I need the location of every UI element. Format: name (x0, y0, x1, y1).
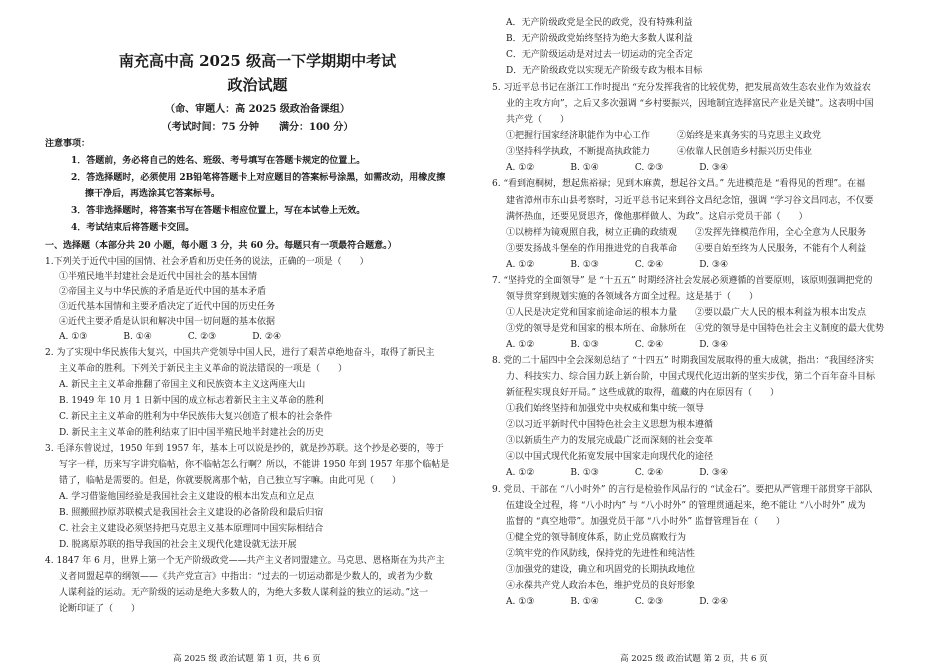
question-line: 1.下列关于近代中国的国情、社会矛盾和历史任务的说法，正确的一项是（ ） (45, 257, 369, 267)
question-line: 共产党（ ） (506, 115, 570, 125)
question-line: 写字一样，历来写字讲究临帖，你不临帖怎么行啊？所以，不能讲 1950 年到 1957 年那个临帖是 (59, 460, 450, 470)
question-line: A. 新民主主义革命推翻了帝国主义和民族资本主义这两座大山 (59, 380, 306, 390)
question-line: 监督的 “真空地带”。加强党员干部 “八小时外” 监督管理旨在（ ） (506, 517, 785, 527)
page-footer: 高 2025 级 政治试题 第 2 页，共 6 页 (620, 654, 768, 664)
question-line: B．无产阶级政党始终坚持为绝大多数人谋利益 (506, 34, 693, 44)
question-line: 7. “坚持党的全面领导” 是 “十五五” 时期经济社会发展必须遵循的首要原则，该原则强调把党的 (492, 276, 873, 286)
question-line: A. ①② B. ①③ C. ②④ D. ③④ (506, 340, 729, 350)
question-line: C．无产阶级运动是对过去一切运动的完全否定 (506, 50, 693, 60)
question-line: 业的主攻方向”，之后又多次强调 “乡村要振兴，因地制宜选择富民产业是关键”。这表明中国 (506, 99, 874, 109)
question-line: 力、科技实力、综合国力跃上新台阶，中国式现代化迈出新的坚实步伐，第二个百年奋斗目标 (506, 372, 876, 382)
question-line: C. 社会主义建设必须坚持把马克思主义基本原理同中国实际相结合 (59, 524, 324, 534)
question-line: 领导贯穿到规划实施的各领域各方面全过程。这是基于（ ） (506, 292, 759, 302)
question-line: B. 1949 年 10 月 1 日新中国的成立标志着新民主主义革命的胜利 (59, 396, 324, 406)
question-line: ③以新质生产力的发展完成最广泛而深刻的社会变革 (506, 436, 714, 446)
question-line: ④以中国式现代化拓宽发展中国家走向现代化的途径 (506, 452, 714, 462)
question-line: A. ①② B. ①③ C. ②④ D. ③④ (506, 468, 729, 478)
subject-title: 政治试题 (227, 76, 288, 94)
question-line: ③加强党的建设，确立和巩固党的长期执政地位 (506, 565, 696, 575)
question-line: 伍建设全过程，将 “八小时内” 与 “八小时外” 的管理贯通起来，绝不能让 “八小时外” 成为 (506, 501, 866, 511)
notice-heading: 注意事项： (45, 139, 91, 149)
question-line: ①健全党的领导制度体系，防止党员腐败行为 (506, 533, 687, 543)
question-line: 人谋利益的运动。无产阶级的运动是绝大多数人的，为绝大多数人谋利益的独立的运动。”这一 (59, 588, 429, 598)
question-line: 建省漳州市东山县考察时，习近平总书记来到谷文昌纪念馆，强调 “学习谷文昌同志，不仅要 (506, 196, 874, 206)
question-line: ③坚持科学执政，不断提高执政能力 ④依靠人民创造乡村振兴历史伟业 (506, 147, 813, 157)
question-line: ③要发扬战斗堡垒的作用推进党的自我革命 ④要自始至终为人民服务，不能有个人利益 (506, 244, 867, 254)
question-line: ②筑牢党的作风防线，保持党的先进性和纯洁性 (506, 549, 696, 559)
exam-info: （考试时间：75 分钟 满分：100 分） (161, 122, 354, 133)
question-line: 主义革命的胜利。下列关于新民主主义革命的说法错误的一项是（ ） (59, 364, 348, 374)
question-line: 2. 为了实现中华民族伟大复兴，中国共产党领导中国人民，进行了艰苦卓绝地奋斗，取得了新民主 (45, 348, 435, 358)
question-line: 论断印证了（ ） (59, 604, 141, 614)
question-line: ①人民是决定党和国家前途命运的根本力量 ②要以最广大人民的根本利益为根本出发点 (506, 308, 867, 318)
section-heading: 一、选择题（本部分共 20 小题，每小题 3 分，共 60 分。每题只有一项最符合题意。） (45, 241, 397, 251)
question-line: ③党的领导是党和国家的根本所在、命脉所在 ④党的领导是中国特色社会主义制度的最大优势 (506, 324, 885, 334)
notice-item: 3．答非选择题时，将答案书写在答题卡相应位置上，写在本试卷上无效。 (71, 206, 366, 216)
question-line: 4. 1847 年 6 月，世界上第一个无产阶级政党——共产主义者同盟建立。马克思、恩格斯在为共产主 (45, 556, 445, 566)
question-line: 错了，临帖是需要的。但是，你就要脱离那个帖，自己独立写字嘛。由此可见（ ） (59, 476, 402, 486)
question-line: B. 照搬照抄原苏联模式是我国社会主义建设的必备阶段和最后归宿 (59, 508, 324, 518)
question-line: D. 新民主主义革命的胜利结束了旧中国半殖民地半封建社会的历史 (59, 428, 324, 438)
question-line: ②以习近平新时代中国特色社会主义思想为根本遵循 (506, 420, 714, 430)
question-line: ①以榜样为镜观照自我，树立正确的政绩观 ②发挥先锋模范作用，全心全意为人民服务 (506, 228, 867, 238)
question-line: 新征程实现良好开局。” 这些成就的取得，蕴藏的内在原因有（ ） (506, 388, 779, 398)
question-line: A. ①② B. ①④ C. ②③ D. ③④ (506, 163, 729, 173)
question-line: ①我们始终坚持和加强党中央权威和集中统一领导 (506, 404, 705, 414)
question-line: A. ①③ B. ①④ C. ②③ D. ②④ (59, 332, 282, 342)
notice-item: 4．考试结束后将答题卡交回。 (71, 223, 195, 233)
question-line: A．无产阶级政党是全民的政党，没有特殊利益 (506, 18, 693, 28)
question-line: C. 新民主主义革命的胜利为中华民族伟大复兴创造了根本的社会条件 (59, 412, 333, 422)
question-line: 满怀热血，还要见贤思齐，像他那样做人、为政”。这启示党员干部（ ） (506, 212, 808, 222)
question-line: 5. 习近平总书记在浙江工作时提出 “充分发挥我省的比较优势，把发展高效生态农业作为效益农 (492, 83, 871, 93)
question-line: D．无产阶级政党以实现无产阶级专政为根本目标 (506, 66, 703, 76)
question-line: ④近代主要矛盾是认识和解决中国一切问题的基本依据 (59, 317, 276, 327)
question-line: ④永葆共产党人政治本色，维护党员的良好形象 (506, 581, 696, 591)
question-line: 3. 毛泽东曾说过，1950 年到 1957 年，基本上可以说是抄的，就是抄苏联。这个抄是必要的，等于 (45, 444, 444, 454)
notice-item: 1．答题前，务必将自己的姓名、班级、考号填写在答题卡规定的位置上。 (71, 156, 366, 166)
question-line: ③近代基本国情和主要矛盾决定了近代中国的历史任务 (59, 302, 276, 312)
question-line: ①半殖民地半封建社会是近代中国社会的基本国情 (59, 272, 258, 282)
page-footer: 高 2025 级 政治试题 第 1 页，共 6 页 (173, 654, 321, 664)
exam-title: 南充高中高 2025 级高一下学期期中考试 (118, 52, 397, 70)
question-line: 6. “看到泡桐树，想起焦裕禄；见到木麻黄，想起谷文昌。” 先进模范是 “看得见的哲理”。在福 (492, 179, 866, 189)
question-line: A. 学习借鉴他国经验是我国社会主义建设的根本出发点和立足点 (59, 492, 315, 502)
question-line: 8. 党的二十届四中全会深刻总结了 “十四五” 时期我国发展取得的重大成就，指出：“我国经济实 (492, 356, 874, 366)
question-line: A. ①② B. ①③ C. ②④ D. ③④ (506, 260, 729, 270)
question-line: ②帝国主义与中华民族的矛盾是近代中国的基本矛盾 (59, 287, 267, 297)
question-line: ①把握行国家经济职能作为中心工作 ②始终是来真务实的马克思主义政党 (506, 131, 822, 141)
authors: （命、审题人：高 2025 级政治备课组） (165, 104, 350, 115)
question-line: D. 脱离原苏联的指导我国的社会主义现代化建设就无法开展 (59, 540, 297, 550)
notice-item: 擦干净后，再选涂其它答案标号。 (85, 189, 221, 199)
notice-item: 2．答选择题时，必须使用 2B铅笔将答题卡上对应题目的答案标号涂黑，如需改动，用橡皮擦 (71, 173, 446, 183)
question-line: 9. 党员、干部在 “八小时外” 的言行是检验作风品行的 “试金石”。要把从严管理干部贯穿干部队 (492, 485, 873, 495)
question-line: 义者同盟起草的纲领——《共产党宣言》中指出：“过去的一切运动都是少数人的，或者为少数 (59, 572, 433, 582)
question-line: A. ①③ B. ①④ C. ②③ D. ②④ (506, 597, 729, 607)
